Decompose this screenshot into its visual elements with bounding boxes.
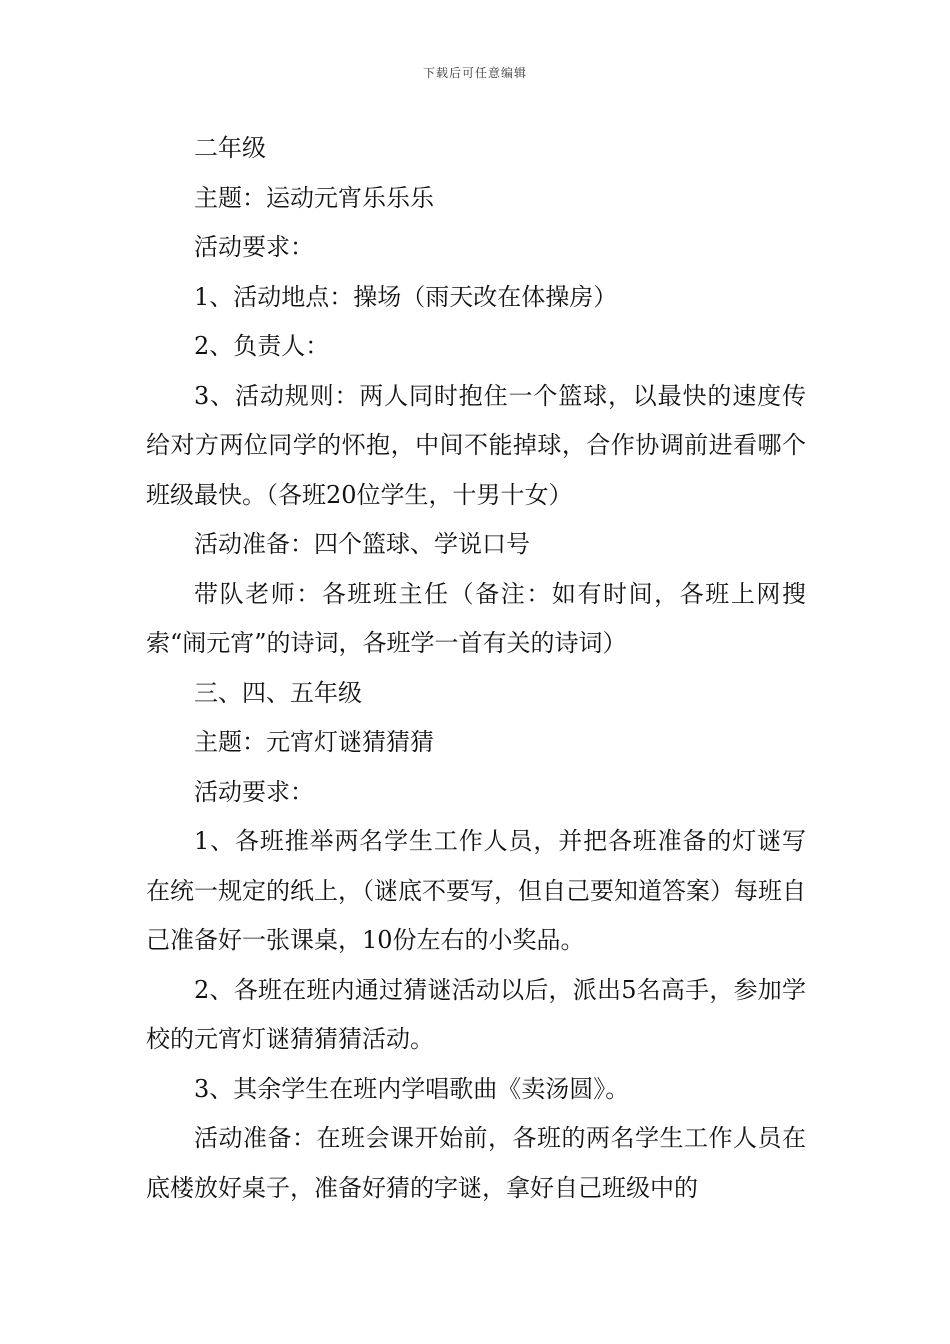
document-body bbox=[146, 124, 806, 1213]
preparation-line: 活动准备：在班会课开始前，各班的两名学生工作人员在底楼放好桌子，准备好猜的字谜，拿好自己班级中的 bbox=[146, 1124, 806, 1202]
page-header-note: 下载后可任意编辑 bbox=[422, 66, 527, 80]
requirements-heading: 活动要求： bbox=[194, 233, 314, 261]
requirement-item: 2、各班在班内通过猜谜活动以后，派出5名高手，参加学校的元宵灯谜猜猜猜活动。 bbox=[146, 975, 806, 1053]
theme-line: 主题：运动元宵乐乐乐 bbox=[194, 183, 434, 212]
requirement-item: 3、其余学生在班内学唱歌曲《卖汤圆》。 bbox=[194, 1074, 630, 1103]
requirement-item: 1、各班推举两名学生工作人员，并把各班准备的灯谜写在统一规定的纸上，（谜底不要写，但自己要知道答案）每班自己准备好一张课桌，10份左右的小奖品。 bbox=[146, 827, 806, 954]
requirements-heading: 活动要求： bbox=[194, 777, 314, 806]
section-heading-grade-2: 二年级 bbox=[194, 134, 266, 162]
section-heading-grade-3-5: 三、四、五年级 bbox=[194, 678, 362, 707]
requirement-item: 3、活动规则：两人同时抱住一个篮球，以最快的速度传给对方两位同学的怀抱，中间不能掉球，合作协调前进看哪个班级最快。（各班20位学生，十男十女） bbox=[146, 381, 806, 509]
requirement-item: 2、负责人： bbox=[194, 332, 330, 360]
theme-line: 主题：元宵灯谜猜猜猜 bbox=[194, 728, 434, 756]
preparation-line: 活动准备：四个篮球、学说口号 bbox=[194, 530, 530, 558]
teacher-line: 带队老师：各班班主任（备注：如有时间，各班上网搜索“闹元宵”的诗词，各班学一首有关的诗词） bbox=[146, 579, 806, 657]
requirement-item: 1、活动地点：操场（雨天改在体操房） bbox=[194, 282, 618, 311]
